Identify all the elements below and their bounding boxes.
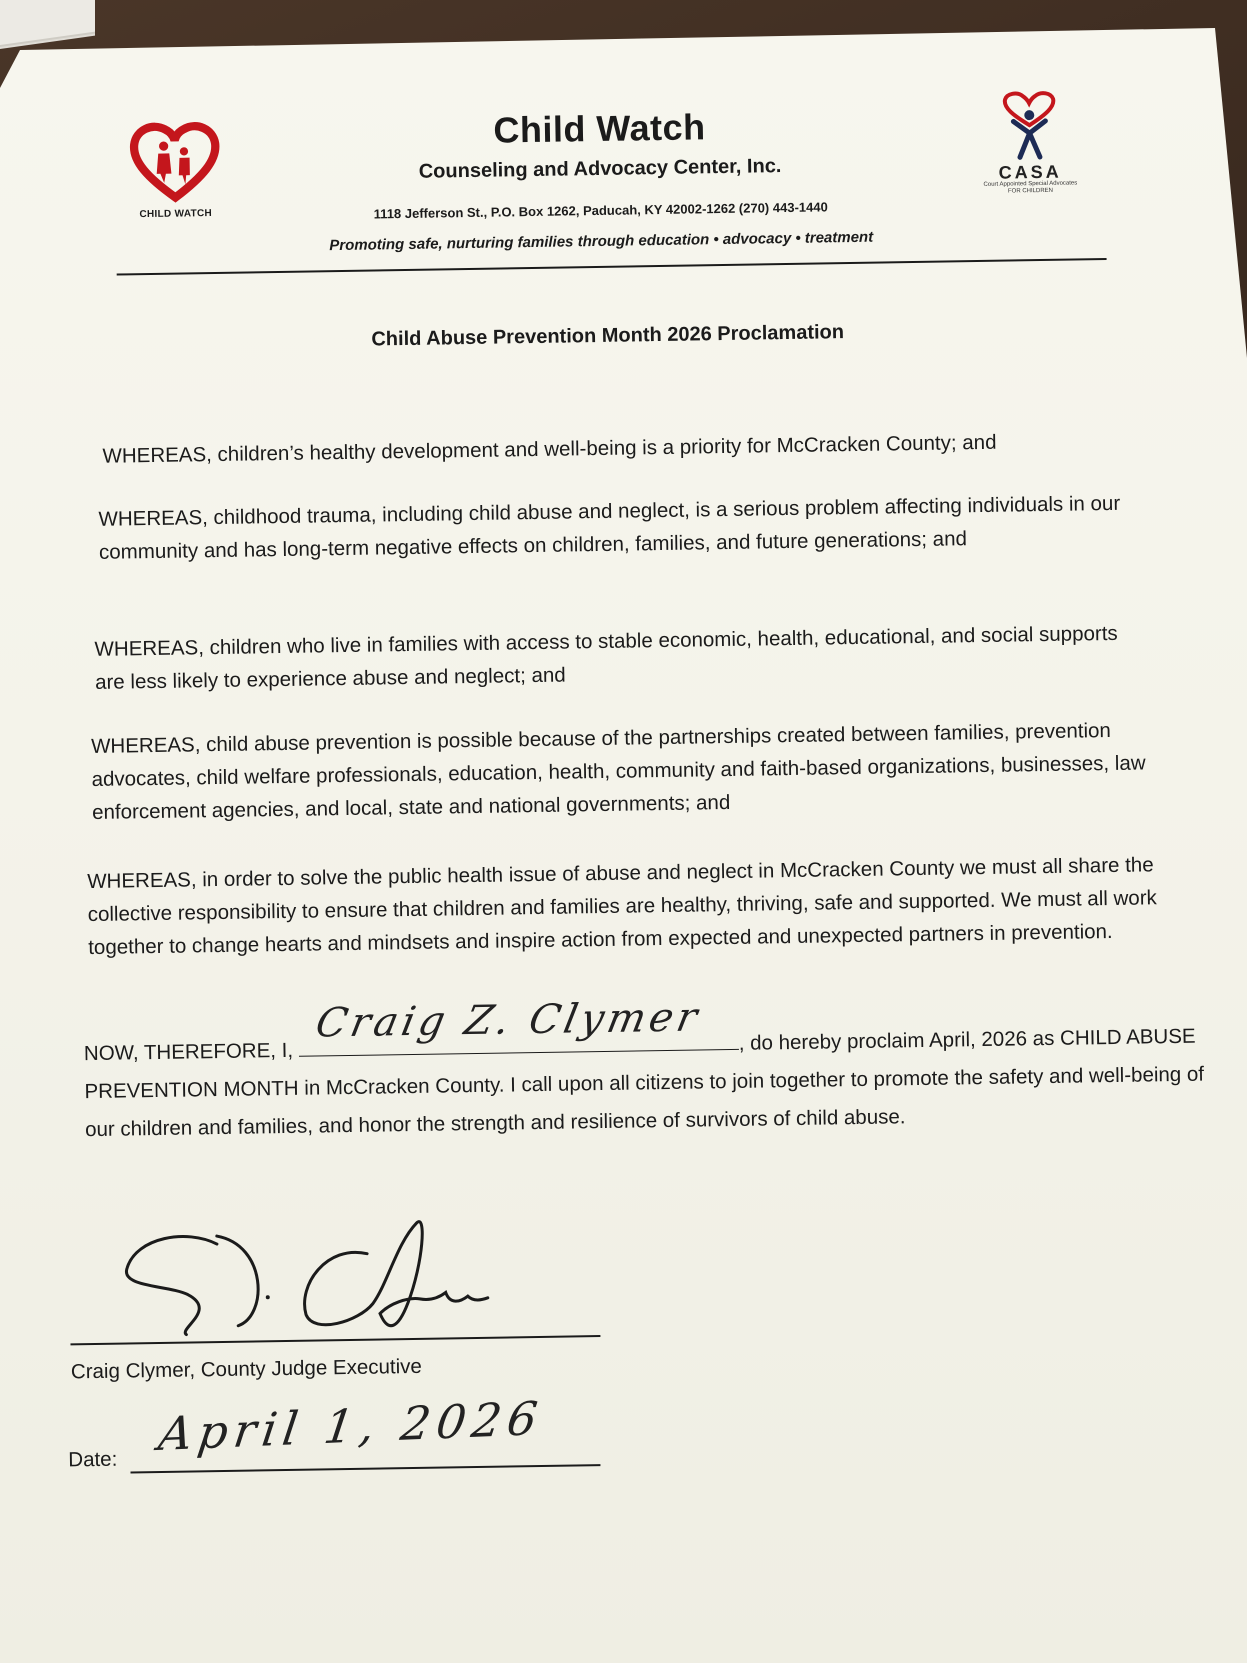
child-watch-logo xyxy=(109,118,241,230)
organization-address: 1118 Jefferson St., P.O. Box 1262, Paducah, KY 42002-1262 (270) 443-1440 xyxy=(373,199,828,222)
proclaim-suffix: , do hereby proclaim April, 2026 as CHILD ABUSE PREVENTION MONTH in McCracken County. I call upon all citizens to join together to promote the safety and well-being of our children and families, and honor the strength and resilience of survivors of child abuse. xyxy=(84,1024,1205,1142)
handwritten-name: Craig Z. Clymer xyxy=(311,994,705,1047)
whereas-paragraph: WHEREAS, children’s healthy development and well-being is a priority for McCracken County; and xyxy=(102,430,997,468)
casa-logo-line1: Court Appointed Special Advocates xyxy=(983,180,1078,188)
date-label: Date: xyxy=(68,1447,118,1472)
heart-family-icon xyxy=(128,118,221,205)
signature-drawing xyxy=(66,1200,608,1338)
child-watch-logo-caption: CHILD WATCH xyxy=(139,208,213,221)
casa-logo-line2: FOR CHILDREN xyxy=(1007,187,1054,195)
handwritten-date: April 1, 2026 xyxy=(155,1390,547,1462)
organization-subtitle: Counseling and Advocacy Center, Inc. xyxy=(418,155,782,183)
casa-logo xyxy=(974,90,1086,202)
signature-scribble xyxy=(66,1200,608,1338)
proclamation-paragraph xyxy=(83,994,1216,1149)
organization-name: Child Watch xyxy=(493,106,706,151)
header-divider xyxy=(117,258,1107,276)
name-fill-line xyxy=(298,994,738,1057)
organization-tagline: Promoting safe, nurturing families through education • advocacy • treatment xyxy=(329,228,874,255)
document-title: Child Abuse Prevention Month 2026 Proclamation xyxy=(371,321,845,351)
date-line xyxy=(130,1464,600,1473)
whereas-paragraph: WHEREAS, in order to solve the public health issue of abuse and neglect in McCracken County we must all share the collective responsibility to ensure that children and families are healthy, thriving, safe and supported. We must all work together to change hearts and mindsets and inspire action from expected and unexpected partners in prevention. xyxy=(87,853,1157,960)
signer-name: Craig Clymer, County Judge Executive xyxy=(70,1354,422,1384)
whereas-paragraph: WHEREAS, child abuse prevention is possible because of the partnerships created between families, prevention advocates, child welfare professionals, education, health, community and faith-based organizations, businesses, law enforcement agencies, and local, state and national governments; and xyxy=(90,718,1146,824)
casa-logo-name: CASA xyxy=(998,161,1062,183)
whereas-paragraph: WHEREAS, childhood trauma, including child abuse and neglect, is a serious problem affecting individuals in our community and has long-term negative effects on children, families, and future generations; and xyxy=(98,491,1121,564)
proclaim-prefix: NOW, THEREFORE, I, xyxy=(83,1038,294,1066)
heart-figure-icon xyxy=(999,91,1060,164)
whereas-paragraph: WHEREAS, children who live in families with access to stable economic, health, educational, and social supports are less likely to experience abuse and neglect; and xyxy=(94,621,1118,694)
